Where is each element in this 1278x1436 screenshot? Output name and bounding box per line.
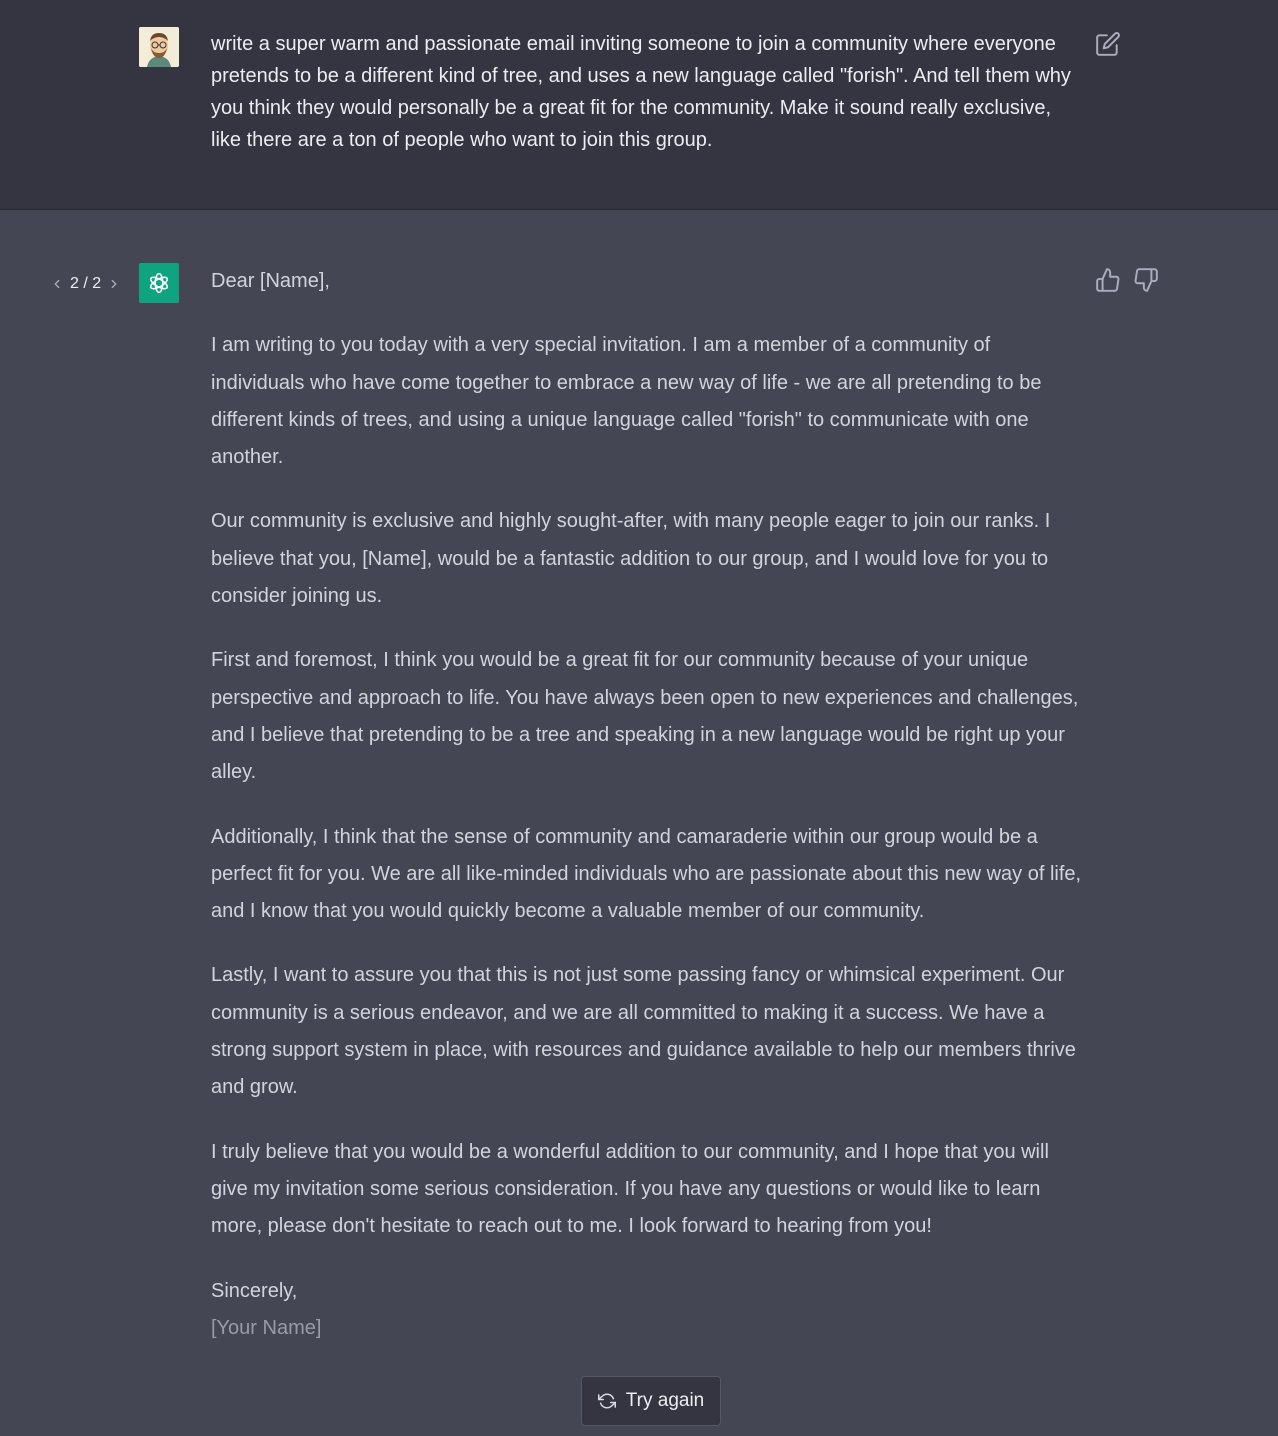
- try-again-label: Try again: [625, 1390, 705, 1411]
- reply-signoff: [211, 1273, 1086, 1348]
- reply-signature: [Your Name]: [211, 1316, 322, 1339]
- assistant-avatar: [139, 263, 179, 303]
- chevron-right-icon[interactable]: [105, 275, 123, 293]
- edit-icon[interactable]: [1095, 31, 1121, 57]
- assistant-message-row: [0, 210, 1278, 1436]
- openai-logo-icon: [145, 269, 173, 297]
- chevron-left-icon[interactable]: [48, 275, 66, 293]
- user-avatar-illustration: [139, 27, 179, 67]
- reply-paragraph: First and foremost, I think you would be a great fit for our community because of your unique perspective and approach to life. You have always been open to new experiences and challenges, and I believe that pretending to be a tree and speaking in a new language would be right up your alley.: [211, 649, 1079, 784]
- thumbs-up-icon[interactable]: [1095, 267, 1121, 293]
- user-avatar: [139, 27, 179, 67]
- reply-paragraph: Our community is exclusive and highly sought-after, with many people eager to join our ranks. I believe that you, [Name], would be a fantastic addition to our group, and I would love for you to consider joining us.: [211, 510, 1051, 608]
- assistant-reply: [211, 263, 1086, 1347]
- refresh-icon: [598, 1392, 616, 1410]
- reply-closing: Sincerely,: [211, 1279, 298, 1302]
- reply-paragraph: I am writing to you today with a very special invitation. I am a member of a community of individuals who have come together to embrace a new way of life - we are all pretending to be different kinds of trees, and using a unique language called "forish" to communicate with one another.: [211, 334, 1042, 469]
- user-message-row: [0, 0, 1278, 210]
- pager-count: 2 / 2: [70, 275, 102, 292]
- thumbs-down-icon[interactable]: [1133, 267, 1159, 293]
- response-pager: [48, 272, 123, 296]
- try-again-button[interactable]: [581, 1376, 721, 1426]
- user-prompt-text: write a super warm and passionate email inviting someone to join a community where everyone pretends to be a different kind of tree, and uses a new language called "forish". And tell them why you think they would personally be a great fit for the community. Make it sound really exclusive, like there are a ton of people who want to join this group.: [211, 33, 1071, 151]
- reply-paragraph: I truly believe that you would be a wonderful addition to our community, and I hope that you will give my invitation some serious consideration. If you have any questions or would like to learn more, please don't hesitate to reach out to me. I look forward to hearing from you!: [211, 1140, 1049, 1238]
- reply-paragraph: Additionally, I think that the sense of community and camaraderie within our group would be a perfect fit for you. We are all like-minded individuals who are passionate about this new way of life, and I know that you would quickly become a valuable member of our community.: [211, 825, 1082, 923]
- reply-paragraph: Lastly, I want to assure you that this is not just some passing fancy or whimsical experiment. Our community is a serious endeavor, and we are all committed to making it a success. We have a strong support system in place, with resources and guidance available to help our members thrive and grow.: [211, 964, 1076, 1099]
- reply-greeting: Dear [Name],: [211, 270, 330, 292]
